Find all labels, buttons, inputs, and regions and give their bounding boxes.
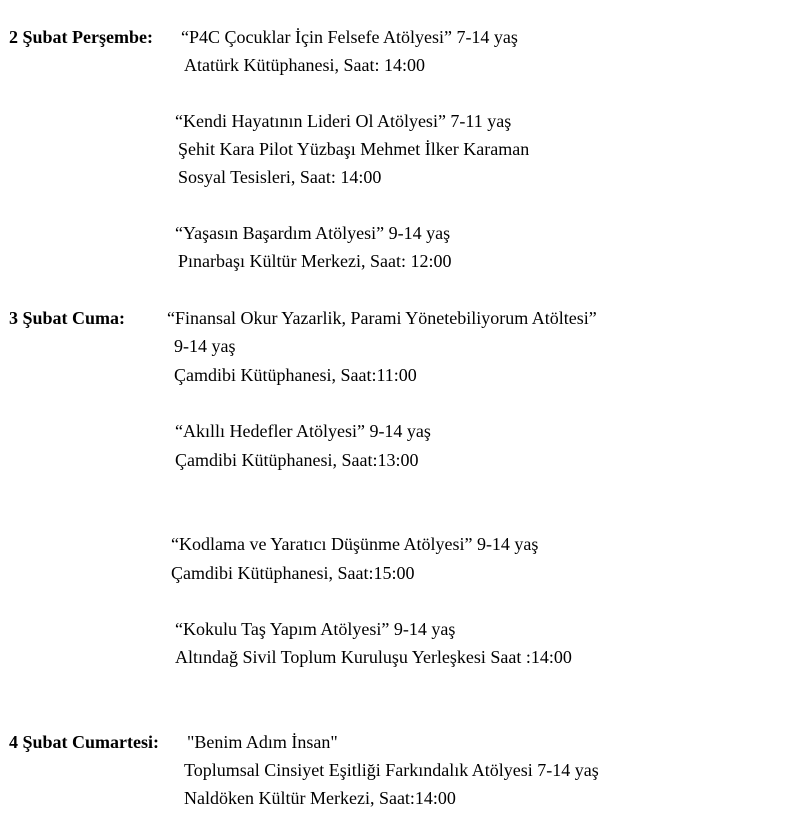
- event-location: Pınarbaşı Kültür Merkezi, Saat: 12:00: [178, 251, 452, 271]
- event-location: Naldöken Kültür Merkezi, Saat:14:00: [184, 788, 456, 808]
- day-label: 3 Şubat Cuma:: [9, 308, 126, 328]
- event-location: Altındağ Sivil Toplum Kuruluşu Yerleşkesi Saat :14:00: [175, 647, 572, 667]
- event-title: “Yaşasın Başardım Atölyesi” 9-14 yaş: [175, 223, 451, 243]
- event-title: “P4C Çocuklar İçin Felsefe Atölyesi” 7-14 yaş: [181, 27, 518, 47]
- event-subtitle: Toplumsal Cinsiyet Eşitliği Farkındalık Atölyesi 7-14 yaş: [184, 760, 599, 780]
- event-location: Çamdibi Kütüphanesi, Saat:13:00: [175, 450, 419, 470]
- event-location: Çamdibi Kütüphanesi, Saat:15:00: [171, 563, 415, 583]
- event-location: Sosyal Tesisleri, Saat: 14:00: [178, 167, 382, 187]
- event-location: Atatürk Kütüphanesi, Saat: 14:00: [184, 55, 425, 75]
- event-title: “Kodlama ve Yaratıcı Düşünme Atölyesi” 9-14 yaş: [171, 534, 539, 554]
- day-label: 4 Şubat Cumartesi:: [9, 732, 160, 752]
- event-age: 9-14 yaş: [174, 336, 236, 356]
- event-location: Şehit Kara Pilot Yüzbaşı Mehmet İlker Karaman: [178, 139, 530, 159]
- event-title: “Finansal Okur Yazarlik, Parami Yönetebiliyorum Atöltesi”: [167, 308, 597, 328]
- day-label: 2 Şubat Perşembe:: [9, 27, 153, 47]
- event-title: “Kokulu Taş Yapım Atölyesi” 9-14 yaş: [175, 619, 456, 639]
- event-title: "Benim Adım İnsan": [187, 732, 338, 752]
- event-location: Çamdibi Kütüphanesi, Saat:11:00: [174, 365, 417, 385]
- event-title: “Kendi Hayatının Lideri Ol Atölyesi” 7-11 yaş: [175, 111, 512, 131]
- event-title: “Akıllı Hedefler Atölyesi” 9-14 yaş: [175, 421, 431, 441]
